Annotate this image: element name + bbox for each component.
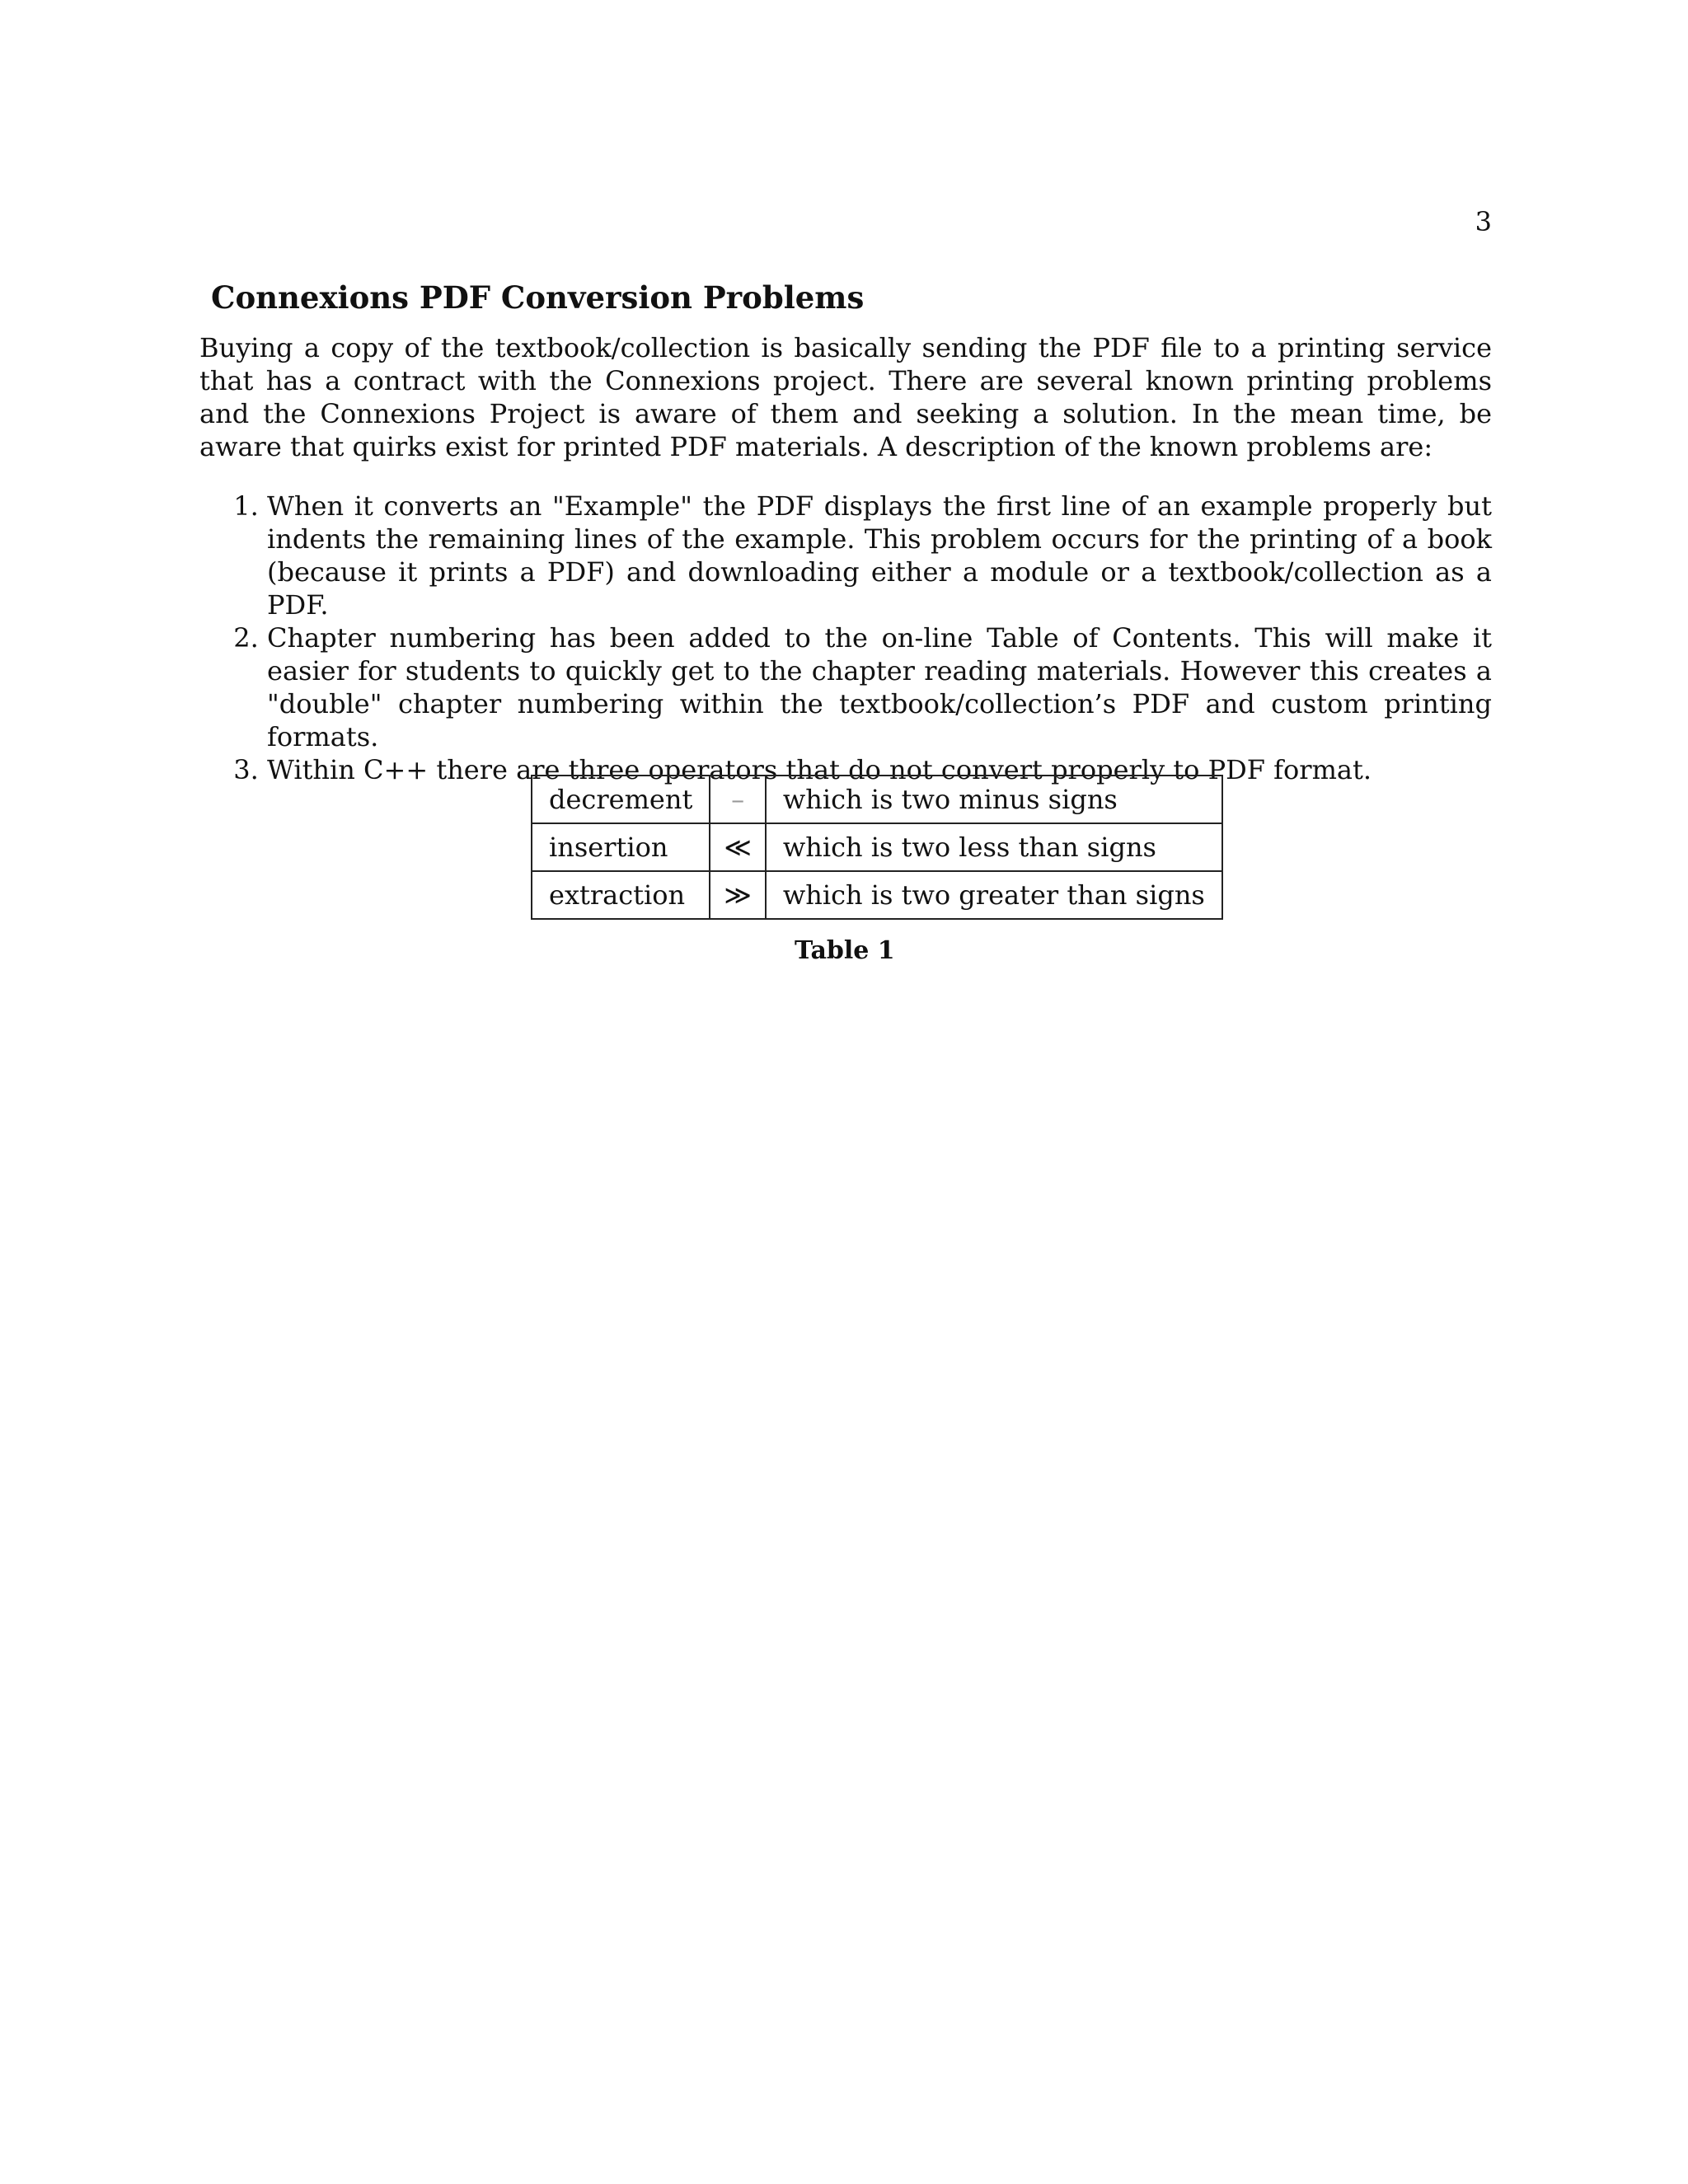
list-item: 1. When it converts an "Example" the PDF displays the first line of an example properly but indents the remaining lines of the example. This problem occurs for the printing of a book (because it prints a PDF) and downloading either a module or a textbook/collection as a PDF. — [267, 490, 1492, 621]
table-row — [532, 823, 1222, 871]
operator-name-cell: extraction — [532, 871, 710, 919]
page-content — [199, 279, 1492, 786]
operator-symbol-cell: ≪ — [710, 823, 766, 871]
intro-paragraph: Buying a copy of the textbook/collection is basically sending the PDF file to a printing service that has a contract with the Connexions project. There are several known printing problems and the Connexions Project is aware of them and seeking a solution. In the mean time, be aware that quirks exist for printed PDF materials. A description of the known problems are: — [199, 332, 1492, 462]
list-item: 2. Chapter numbering has been added to the on-line Table of Contents. This will make it easier for students to quickly get to the chapter reading materials. However this creates a "double" chapter numbering within the textbook/collection’s PDF and custom printing formats. — [267, 621, 1492, 753]
operator-description-cell: which is two less than signs — [766, 823, 1222, 871]
operator-name-cell: decrement — [532, 776, 710, 823]
operators-table-container — [531, 775, 1223, 920]
table-caption: Table 1 — [795, 936, 895, 965]
operator-name-cell: insertion — [532, 823, 710, 871]
list-item: 3. Within C++ there are three operators that do not convert properly to PDF format. — [267, 753, 1492, 786]
operators-table — [531, 775, 1223, 920]
operator-description-cell: which is two minus signs — [766, 776, 1222, 823]
page-number: 3 — [1475, 206, 1492, 237]
operator-description-cell: which is two greater than signs — [766, 871, 1222, 919]
operator-symbol-cell: ≫ — [710, 871, 766, 919]
operator-symbol-cell: – — [710, 776, 766, 823]
table-row — [532, 871, 1222, 919]
section-title: Connexions PDF Conversion Problems — [211, 279, 865, 316]
table-row — [532, 776, 1222, 823]
problem-list — [199, 490, 1492, 786]
